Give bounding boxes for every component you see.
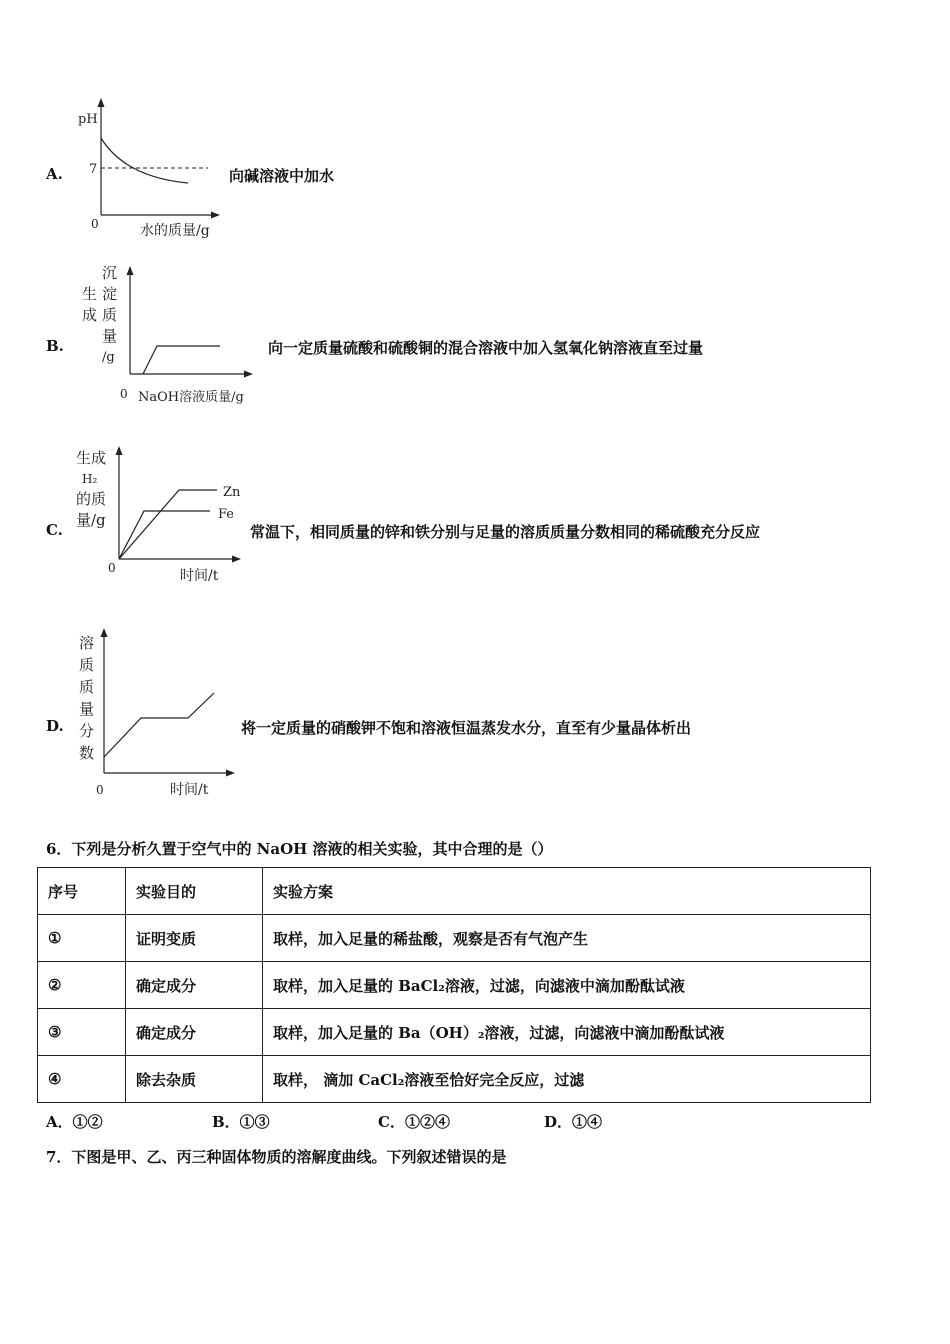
cell-index: ① bbox=[38, 915, 126, 962]
y-axis-arrow bbox=[127, 266, 134, 275]
q6-stem: 6．下列是分析久置于空气中的 NaOH 溶液的相关实验，其中合理的是（） bbox=[46, 840, 553, 858]
table-header-row bbox=[38, 868, 871, 915]
y-label-line-1: 生成 bbox=[76, 449, 107, 467]
cell-purpose: 确定成分 bbox=[126, 1009, 263, 1056]
x-axis-arrow bbox=[244, 371, 253, 378]
option-c-letter: C. bbox=[46, 521, 63, 539]
y-label-line-3: 的质 bbox=[76, 490, 107, 508]
y-label-side-2: 成 bbox=[82, 306, 98, 324]
cell-index: ② bbox=[38, 962, 126, 1009]
option-d-graph bbox=[72, 622, 252, 802]
y-label-char-4: 量 bbox=[79, 700, 95, 718]
x-axis-arrow bbox=[232, 556, 241, 563]
solute-fraction-line bbox=[104, 693, 214, 757]
y-label-char-4: 量 bbox=[102, 327, 118, 345]
cell-method: 取样， 滴加 CaCl₂溶液至恰好完全反应，过滤 bbox=[263, 1056, 871, 1103]
x-label: 水的质量/g bbox=[140, 223, 210, 239]
x-label: 时间/t bbox=[170, 782, 209, 798]
y-axis-arrow bbox=[101, 628, 108, 637]
option-d-letter: D. bbox=[46, 717, 64, 735]
y-label-char-2: 质 bbox=[79, 656, 95, 674]
option-a-desc: 向碱溶液中加水 bbox=[229, 167, 335, 185]
cell-purpose: 除去杂质 bbox=[126, 1056, 263, 1103]
y-label-line-4: 量/g bbox=[76, 511, 106, 529]
cell-method: 取样，加入足量的 BaCl₂溶液，过滤，向滤液中滴加酚酞试液 bbox=[263, 962, 871, 1009]
y-label-char-3: 质 bbox=[102, 306, 118, 324]
x-label: 时间/t bbox=[180, 568, 219, 584]
header-cell: 实验目的 bbox=[126, 868, 263, 915]
y-label-char-5: /g bbox=[102, 350, 115, 365]
x-axis-arrow bbox=[211, 212, 220, 219]
cell-method: 取样，加入足量的 Ba（OH）₂溶液，过滤，向滤液中滴加酚酞试液 bbox=[263, 1009, 871, 1056]
option-c-desc: 常温下，相同质量的锌和铁分别与足量的溶质质量分数相同的稀硫酸充分反应 bbox=[250, 523, 761, 541]
series-fe-line bbox=[119, 511, 210, 559]
series-zn-label: Zn bbox=[223, 485, 241, 500]
y-label-char-1: 溶 bbox=[79, 634, 95, 652]
option-a-letter: A. bbox=[46, 165, 63, 183]
y-axis-arrow bbox=[98, 98, 105, 107]
header-cell: 实验方案 bbox=[263, 868, 871, 915]
table-row bbox=[38, 915, 871, 962]
ph-curve bbox=[101, 138, 188, 183]
origin: 0 bbox=[120, 387, 128, 401]
y-label-char-3: 质 bbox=[79, 678, 95, 696]
option-b-graph bbox=[75, 260, 275, 410]
y-label-char-6: 数 bbox=[79, 744, 95, 762]
origin: 0 bbox=[108, 561, 116, 575]
table-row bbox=[38, 1009, 871, 1056]
y-label-char-2: 淀 bbox=[102, 285, 118, 303]
cell-index: ④ bbox=[38, 1056, 126, 1103]
y-label-char-1: 沉 bbox=[102, 264, 118, 282]
table-row bbox=[38, 962, 871, 1009]
origin: 0 bbox=[91, 217, 99, 231]
y-label-side-1: 生 bbox=[82, 285, 98, 303]
option-b-desc: 向一定质量硫酸和硫酸铜的混合溶液中加入氢氧化钠溶液直至过量 bbox=[268, 339, 704, 357]
q6-experiment-table bbox=[37, 867, 871, 1103]
option-d-desc: 将一定质量的硝酸钾不饱和溶液恒温蒸发水分，直至有少量晶体析出 bbox=[241, 719, 692, 737]
option-c-graph bbox=[72, 438, 252, 590]
cell-method: 取样，加入足量的稀盐酸，观察是否有气泡产生 bbox=[263, 915, 871, 962]
y-label-line-2: H₂ bbox=[82, 472, 98, 486]
option-a-graph bbox=[70, 95, 240, 245]
origin: 0 bbox=[96, 783, 104, 797]
series-fe-label: Fe bbox=[218, 507, 235, 522]
y-label: pH bbox=[78, 112, 98, 127]
q6-choice-a: A．①② bbox=[46, 1113, 103, 1131]
y-axis-arrow bbox=[116, 446, 123, 455]
precipitate-line bbox=[143, 346, 220, 374]
y-label-char-5: 分 bbox=[79, 722, 95, 740]
q6-choice-c: C．①②④ bbox=[378, 1113, 450, 1131]
option-b-letter: B. bbox=[46, 337, 64, 355]
q6-choice-d: D．①④ bbox=[544, 1113, 603, 1131]
table-row bbox=[38, 1056, 871, 1103]
cell-index: ③ bbox=[38, 1009, 126, 1056]
x-label: NaOH溶液质量/g bbox=[138, 390, 244, 405]
series-zn-line bbox=[119, 490, 217, 559]
cell-purpose: 证明变质 bbox=[126, 915, 263, 962]
header-cell: 序号 bbox=[38, 868, 126, 915]
x-axis-arrow bbox=[226, 770, 235, 777]
q6-choice-b: B．①③ bbox=[212, 1113, 270, 1131]
cell-purpose: 确定成分 bbox=[126, 962, 263, 1009]
q7-stem: 7．下图是甲、乙、丙三种固体物质的溶解度曲线。下列叙述错误的是 bbox=[46, 1148, 507, 1166]
y-marker: 7 bbox=[89, 162, 98, 177]
